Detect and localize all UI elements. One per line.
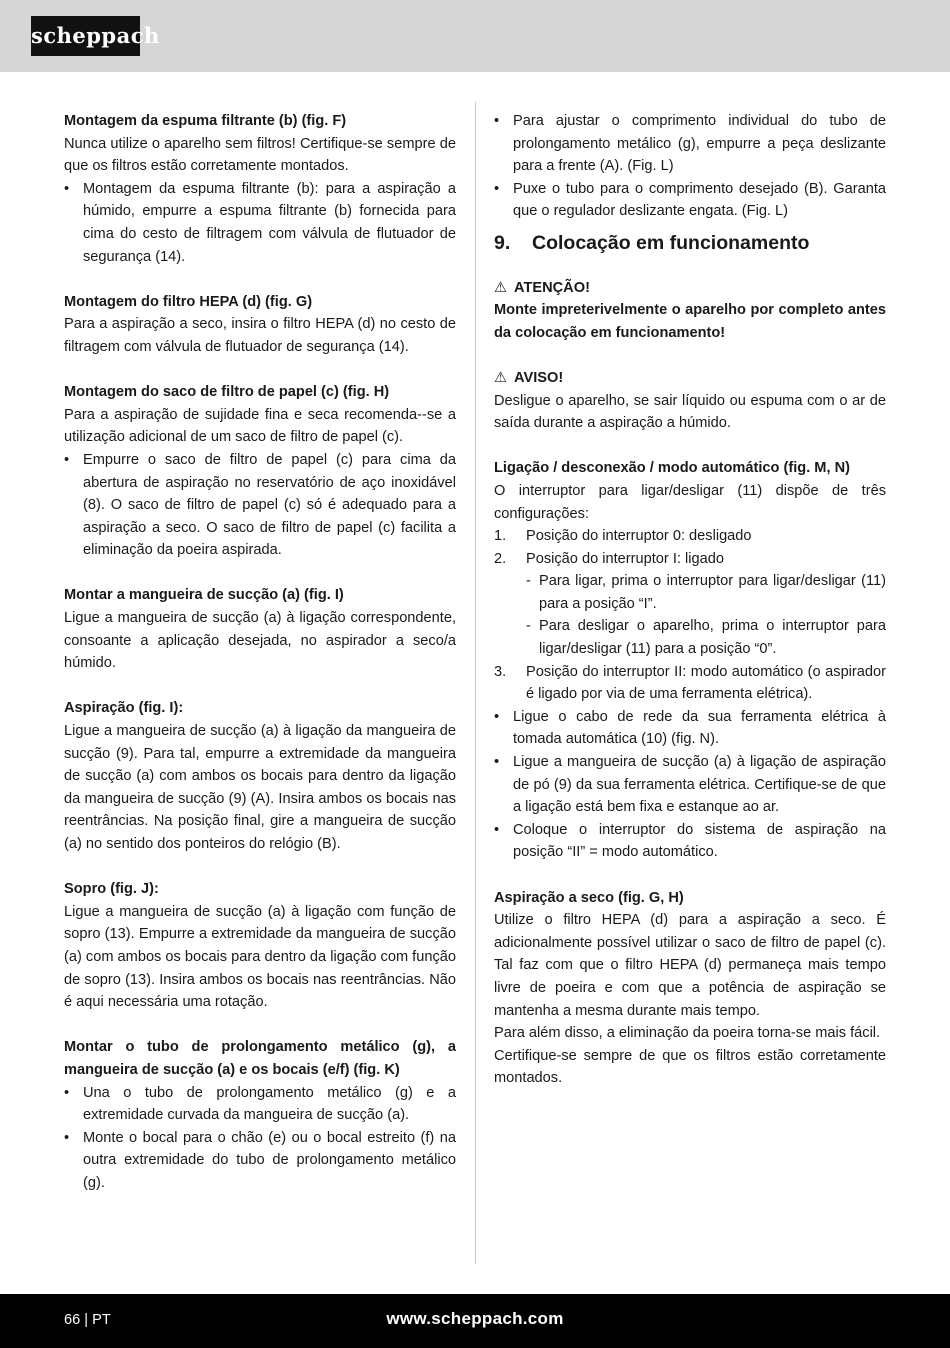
section-title bbox=[494, 232, 886, 255]
footer bbox=[0, 1294, 950, 1348]
adjust-bullet: • Para ajustar o comprimento individual do tubo de prolongamento metálico (g), empurre a peça deslizante para a frente (A). (Fig. L) bbox=[494, 110, 886, 178]
page-number: 66 | PT bbox=[64, 1312, 111, 1328]
item-text: Posição do interruptor I: ligado bbox=[526, 550, 724, 567]
attention-heading bbox=[494, 277, 886, 300]
dry-text: Certifique-se sempre de que os filtros estão corretamente montados. bbox=[494, 1047, 886, 1087]
extension-heading: Montar o tubo de prolongamento metálico (g), a mangueira de sucção (a) e os bocais (e/f) (fig. K) bbox=[64, 1039, 456, 1078]
header-band bbox=[0, 0, 950, 72]
switch-heading: Ligação / desconexão / modo automático (fig. M, N) bbox=[494, 460, 850, 477]
suction-text: Ligue a mangueira de sucção (a) à ligação da mangueira de sucção (9). Para tal, empurre a extremidade da mangueira de sucção (a) com ambos os bocais para dentro da ligação da mangueira de sucção (9) (A). Insira ambos os bocais nas reentrâncias. Na posição final, gire a mangueira de sucção (a) no sentido dos ponteiros do relógio (B). bbox=[64, 723, 456, 852]
foam-text: Nunca utilize o aparelho sem filtros! Certifique-se sempre de que os filtros estão corretamente montados. bbox=[64, 135, 456, 175]
attention-text: Monte impreterivelmente o aparelho por completo antes da colocação em funcionamento! bbox=[494, 302, 886, 341]
brand-logo: scheppach bbox=[31, 16, 140, 56]
warning-icon: ⚠ bbox=[494, 279, 508, 296]
switch-item bbox=[494, 661, 886, 706]
hose-text: Ligue a mangueira de sucção (a) à ligação correspondente, consoante a aplicação desejada, no aspirador a seco/a húmido. bbox=[64, 610, 456, 672]
suction-heading: Aspiração (fig. I): bbox=[64, 700, 184, 717]
left-column bbox=[64, 110, 456, 1195]
switch-item bbox=[494, 548, 886, 571]
foam-heading: Montagem da espuma filtrante (b) (fig. F) bbox=[64, 113, 347, 129]
extension-bullet: • Una o tubo de prolongamento metálico (g) e a extremidade curvada da mangueira de sucção (a). bbox=[64, 1082, 456, 1127]
switch-bullet: • Ligue o cabo de rede da sua ferramenta elétrica à tomada automática (10) (fig. N). bbox=[494, 706, 886, 751]
hose-heading: Montar a mangueira de sucção (a) (fig. I) bbox=[64, 587, 344, 604]
paper-bag-heading: Montagem do saco de filtro de papel (c) (fig. H) bbox=[64, 384, 390, 401]
hepa-heading: Montagem do filtro HEPA (d) (fig. G) bbox=[64, 293, 313, 310]
section-number: 9. bbox=[494, 231, 511, 254]
dry-heading: Aspiração a seco (fig. G, H) bbox=[494, 889, 684, 906]
section-title-text: Colocação em funcionamento bbox=[532, 231, 810, 254]
item-number: 3. bbox=[494, 663, 507, 680]
dry-text: Utilize o filtro HEPA (d) para a aspiração a seco. É adicionalmente possível utilizar o saco de filtro de papel (c). Tal faz com que o filtro HEPA (d) permaneça mais tempo livre de poeira e com que a potência de aspiração se mantenha a mesma durante mais tempo. bbox=[494, 912, 886, 1019]
website-link[interactable]: www.scheppach.com bbox=[386, 1309, 564, 1328]
hepa-text: Para a aspiração a seco, insira o filtro HEPA (d) no cesto de filtragem com válvula de flutuador de segurança (14). bbox=[64, 316, 456, 355]
switch-item bbox=[494, 525, 886, 548]
attention-label: ATENÇÃO! bbox=[514, 279, 590, 296]
switch-dash-item: - Para ligar, prima o interruptor para ligar/desligar (11) para a posição “I”. bbox=[526, 570, 886, 615]
dry-text: Para além disso, a eliminação da poeira torna-se mais fácil. bbox=[494, 1025, 881, 1042]
item-text: Posição do interruptor II: modo automático (o aspirador é ligado por via de uma ferramenta elétrica). bbox=[526, 663, 886, 703]
blowing-text: Ligue a mangueira de sucção (a) à ligação com função de sopro (13). Empurre a extremidade da mangueira de sucção (a) com ambos os bocais para dentro da ligação com função de sopro (13). Insira ambos os bocais nas reentrâncias. Não é aqui necessária uma rotação. bbox=[64, 903, 456, 1011]
foam-bullet: • Montagem da espuma filtrante (b): para a aspiração a húmido, empurre a espuma filtrante (b) fornecida para cima do cesto de filtragem com válvula de flutuador de segurança (14). bbox=[64, 178, 456, 268]
switch-dash-item: - Para desligar o aparelho, prima o interruptor para ligar/desligar (11) para a posição “0”. bbox=[526, 615, 886, 660]
warning-icon: ⚠ bbox=[494, 369, 508, 386]
item-text: Posição do interruptor 0: desligado bbox=[526, 528, 752, 545]
paper-bag-text: Para a aspiração de sujidade fina e seca recomenda--se a utilização adicional de um saco de filtro de papel (c). bbox=[64, 406, 456, 446]
adjust-bullet: • Puxe o tubo para o comprimento desejado (B). Garanta que o regulador deslizante engata. (Fig. L) bbox=[494, 178, 886, 223]
column-divider bbox=[475, 102, 476, 1264]
notice-heading bbox=[494, 367, 886, 390]
item-number: 1. bbox=[494, 528, 507, 545]
paper-bag-bullet: • Empurre o saco de filtro de papel (c) para cima da abertura de aspiração no reservatório de aço inoxidável (8). O saco de filtro de papel (c) só é adequado para a aspiração a seco. O saco de filtro de papel (c) facilita a eliminação da poeira aspirada. bbox=[64, 449, 456, 562]
switch-text: O interruptor para ligar/desligar (11) dispõe de três configurações: bbox=[494, 482, 886, 522]
switch-bullet: • Ligue a mangueira de sucção (a) à ligação de aspiração de pó (9) da sua ferramenta elétrica. Certifique-se de que a ligação está bem fixa e estanque ao ar. bbox=[494, 751, 886, 819]
extension-bullet: • Monte o bocal para o chão (e) ou o bocal estreito (f) na outra extremidade do tubo de prolongamento metálico (g). bbox=[64, 1127, 456, 1195]
switch-bullet: • Coloque o interruptor do sistema de aspiração na posição “II” = modo automático. bbox=[494, 819, 886, 864]
blowing-heading: Sopro (fig. J): bbox=[64, 881, 159, 898]
right-column bbox=[494, 110, 886, 1090]
notice-text: Desligue o aparelho, se sair líquido ou espuma com o ar de saída durante a aspiração a húmido. bbox=[494, 392, 886, 432]
notice-label: AVISO! bbox=[514, 369, 564, 386]
item-number: 2. bbox=[494, 550, 507, 567]
